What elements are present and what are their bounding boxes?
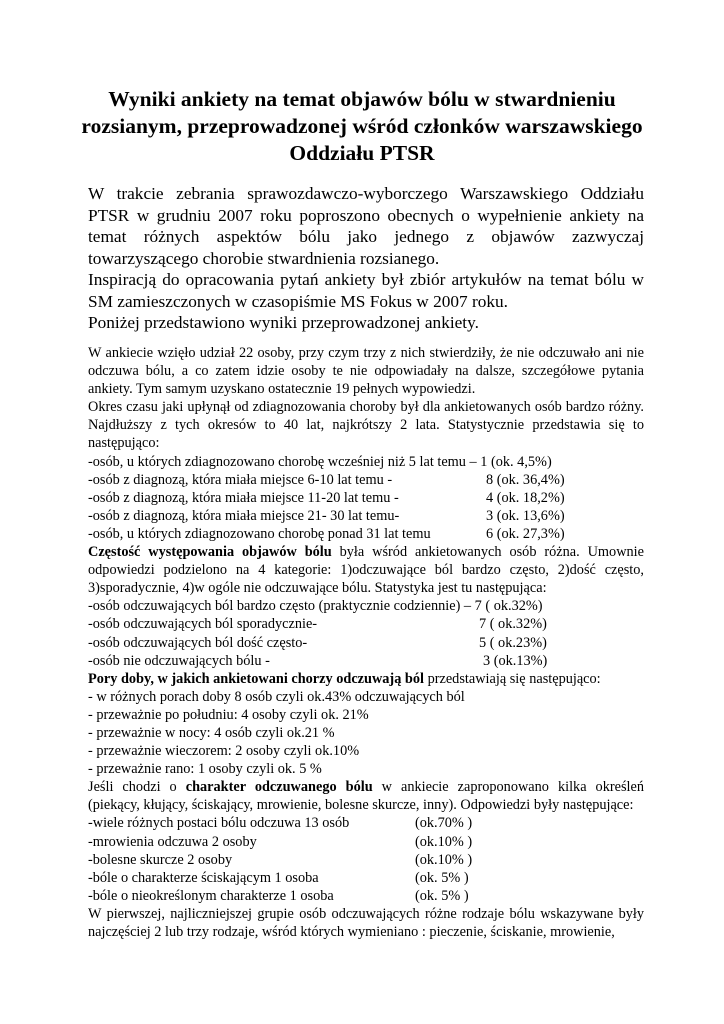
character-item-value: (ok. 5% ) — [415, 887, 469, 904]
character-item-value: (ok.70% ) — [415, 815, 473, 832]
frequency-item-label: -osób odczuwających ból bardzo często (praktycznie codziennie) – 7 ( ok.32%) — [88, 598, 543, 615]
intro-paragraph-3: Poniżej przedstawiono wyniki przeprowadzonej ankiety. — [88, 313, 479, 332]
character-item — [88, 851, 644, 869]
diagnosis-item — [88, 489, 644, 507]
diagnosis-item-label: -osób, u których zdiagnozowano chorobę wcześniej niż 5 lat temu – 1 (ok. 4,5%) — [88, 453, 552, 470]
frequency-item-value: 5 ( ok.23%) — [479, 634, 547, 651]
intro-paragraph-2: Inspiracją do opracowania pytań ankiety był zbiór artykułów na temat bólu w SM zamieszczonych w czasopiśmie MS Fokus w 2007 roku. — [88, 270, 644, 311]
frequency-item — [88, 652, 644, 670]
frequency-item — [88, 615, 644, 633]
diagnosis-intro: Okres czasu jaki upłynął od zdiagnozowania choroby był dla ankietowanych osób bardzo różny. Najdłuższy z tych okresów to 40 lat, najkrótszy 2 lata. Statystycznie przedstawia się to następująco: — [88, 399, 644, 452]
intro-paragraph-1: W trakcie zebrania sprawozdawczo-wyborczego Warszawskiego Oddziału PTSR w grudniu 2007 roku poproszono obecnych o wypełnienie ankiety na temat różnych aspektów bólu jako jednego z objawów zazwyczaj towarzyszącego chorobie stwardnienia rozsianego. — [88, 184, 644, 268]
frequency-item — [88, 597, 644, 615]
frequency-item-label: -osób odczuwających ból dość często- — [88, 634, 308, 651]
character-item-label: -wiele różnych postaci bólu odczuwa 13 osób — [88, 815, 350, 832]
character-item-label: -bóle o nieokreślonym charakterze 1 osoba — [88, 887, 334, 904]
frequency-item-value: 7 ( ok.32%) — [479, 616, 547, 633]
character-item-label: -bóle o charakterze ściskającym 1 osoba — [88, 869, 319, 886]
diagnosis-item — [88, 453, 644, 471]
survey-results — [88, 344, 644, 941]
time-of-day-intro: przedstawiają się następująco: — [424, 670, 601, 687]
time-of-day-item: - przeważnie po południu: 4 osoby czyli ok. 21% — [88, 706, 369, 723]
frequency-paragraph — [88, 543, 644, 597]
time-of-day-item: - przeważnie wieczorem: 2 osoby czyli ok.10% — [88, 743, 360, 760]
character-item-value: (ok. 5% ) — [415, 869, 469, 886]
frequency-item-label: -osób odczuwających ból sporadycznie- — [88, 616, 318, 633]
character-pre: Jeśli chodzi o — [88, 779, 186, 796]
diagnosis-item-value: 8 (ok. 36,4%) — [486, 471, 565, 488]
character-heading: charakter odczuwanego bólu — [185, 779, 373, 796]
character-item-label: -bolesne skurcze 2 osoby — [88, 851, 233, 868]
character-item — [88, 833, 644, 851]
introduction — [88, 183, 644, 334]
character-item — [88, 887, 644, 905]
character-item-value: (ok.10% ) — [415, 833, 473, 850]
time-of-day-item: - w różnych porach doby 8 osób czyli ok.43% odczuwających ból — [88, 688, 465, 705]
frequency-item-value: 3 (ok.13%) — [483, 652, 548, 669]
character-item — [88, 814, 644, 832]
time-of-day-item: - przeważnie rano: 1 osoby czyli ok. 5 % — [88, 761, 322, 778]
diagnosis-item-label: -osób, u których zdiagnozowano chorobę ponad 31 lat temu — [88, 525, 431, 542]
frequency-intro: była wśród ankietowanych osób różna. Umownie odpowiedzi podzielono na 4 kategorie: 1)odczuwające ból bardzo często, 2)dość często, 3)sporadycznie, 4)w ogóle nie odczuwające bólu. Statystyka jest tu następująca: — [88, 544, 644, 597]
diagnosis-item — [88, 507, 644, 525]
diagnosis-item — [88, 471, 644, 489]
character-paragraph — [88, 778, 644, 814]
participants-paragraph: W ankiecie wzięło udział 22 osoby, przy czym trzy z nich stwierdziły, że nie odczuwało ani nie odczuwa bólu, a co zatem idzie osoby te nie odpowiadały na dalsze, szczegółowe pytania ankiety. Tym samym uzyskano ostatecznie 19 pełnych wypowiedzi. — [88, 345, 644, 398]
diagnosis-item — [88, 525, 644, 543]
time-of-day-item: - przeważnie w nocy: 4 osób czyli ok.21 % — [88, 724, 335, 741]
diagnosis-item-label: -osób z diagnozą, która miała miejsce 21- 30 lat temu- — [88, 507, 400, 524]
frequency-heading: Częstość występowania objawów bólu — [88, 544, 332, 561]
diagnosis-item-value: 6 (ok. 27,3%) — [486, 525, 565, 542]
diagnosis-item-value: 3 (ok. 13,6%) — [486, 507, 565, 524]
time-of-day-paragraph — [88, 670, 644, 688]
character-item — [88, 869, 644, 887]
closing-paragraph: W pierwszej, najliczniejszej grupie osób odczuwających różne rodzaje bólu wskazywane były najczęściej 2 lub trzy rodzaje, wśród których wymieniano : pieczenie, ściskanie, mrowienie, — [88, 905, 644, 940]
diagnosis-item-label: -osób z diagnozą, która miała miejsce 11-20 lat temu - — [88, 489, 399, 506]
character-item-label: -mrowienia odczuwa 2 osoby — [88, 833, 257, 850]
time-of-day-heading: Pory doby, w jakich ankietowani chorzy odczuwają ból — [88, 670, 424, 687]
document-title: Wyniki ankiety na temat objawów bólu w stwardnieniu rozsianym, przeprowadzonej wśród członków warszawskiego Oddziału PTSR — [81, 87, 643, 165]
diagnosis-item-label: -osób z diagnozą, która miała miejsce 6-10 lat temu - — [88, 471, 393, 488]
frequency-item — [88, 634, 644, 652]
character-intro: w ankiecie zaproponowano kilka określeń (piekący, kłujący, ściskający, mrowienie, bolesne skurcze, inny). Odpowiedzi były następujące: — [88, 779, 644, 814]
diagnosis-item-value: 4 (ok. 18,2%) — [486, 489, 565, 506]
frequency-item-label: -osób nie odczuwających bólu - — [88, 652, 270, 669]
character-item-value: (ok.10% ) — [415, 851, 473, 868]
